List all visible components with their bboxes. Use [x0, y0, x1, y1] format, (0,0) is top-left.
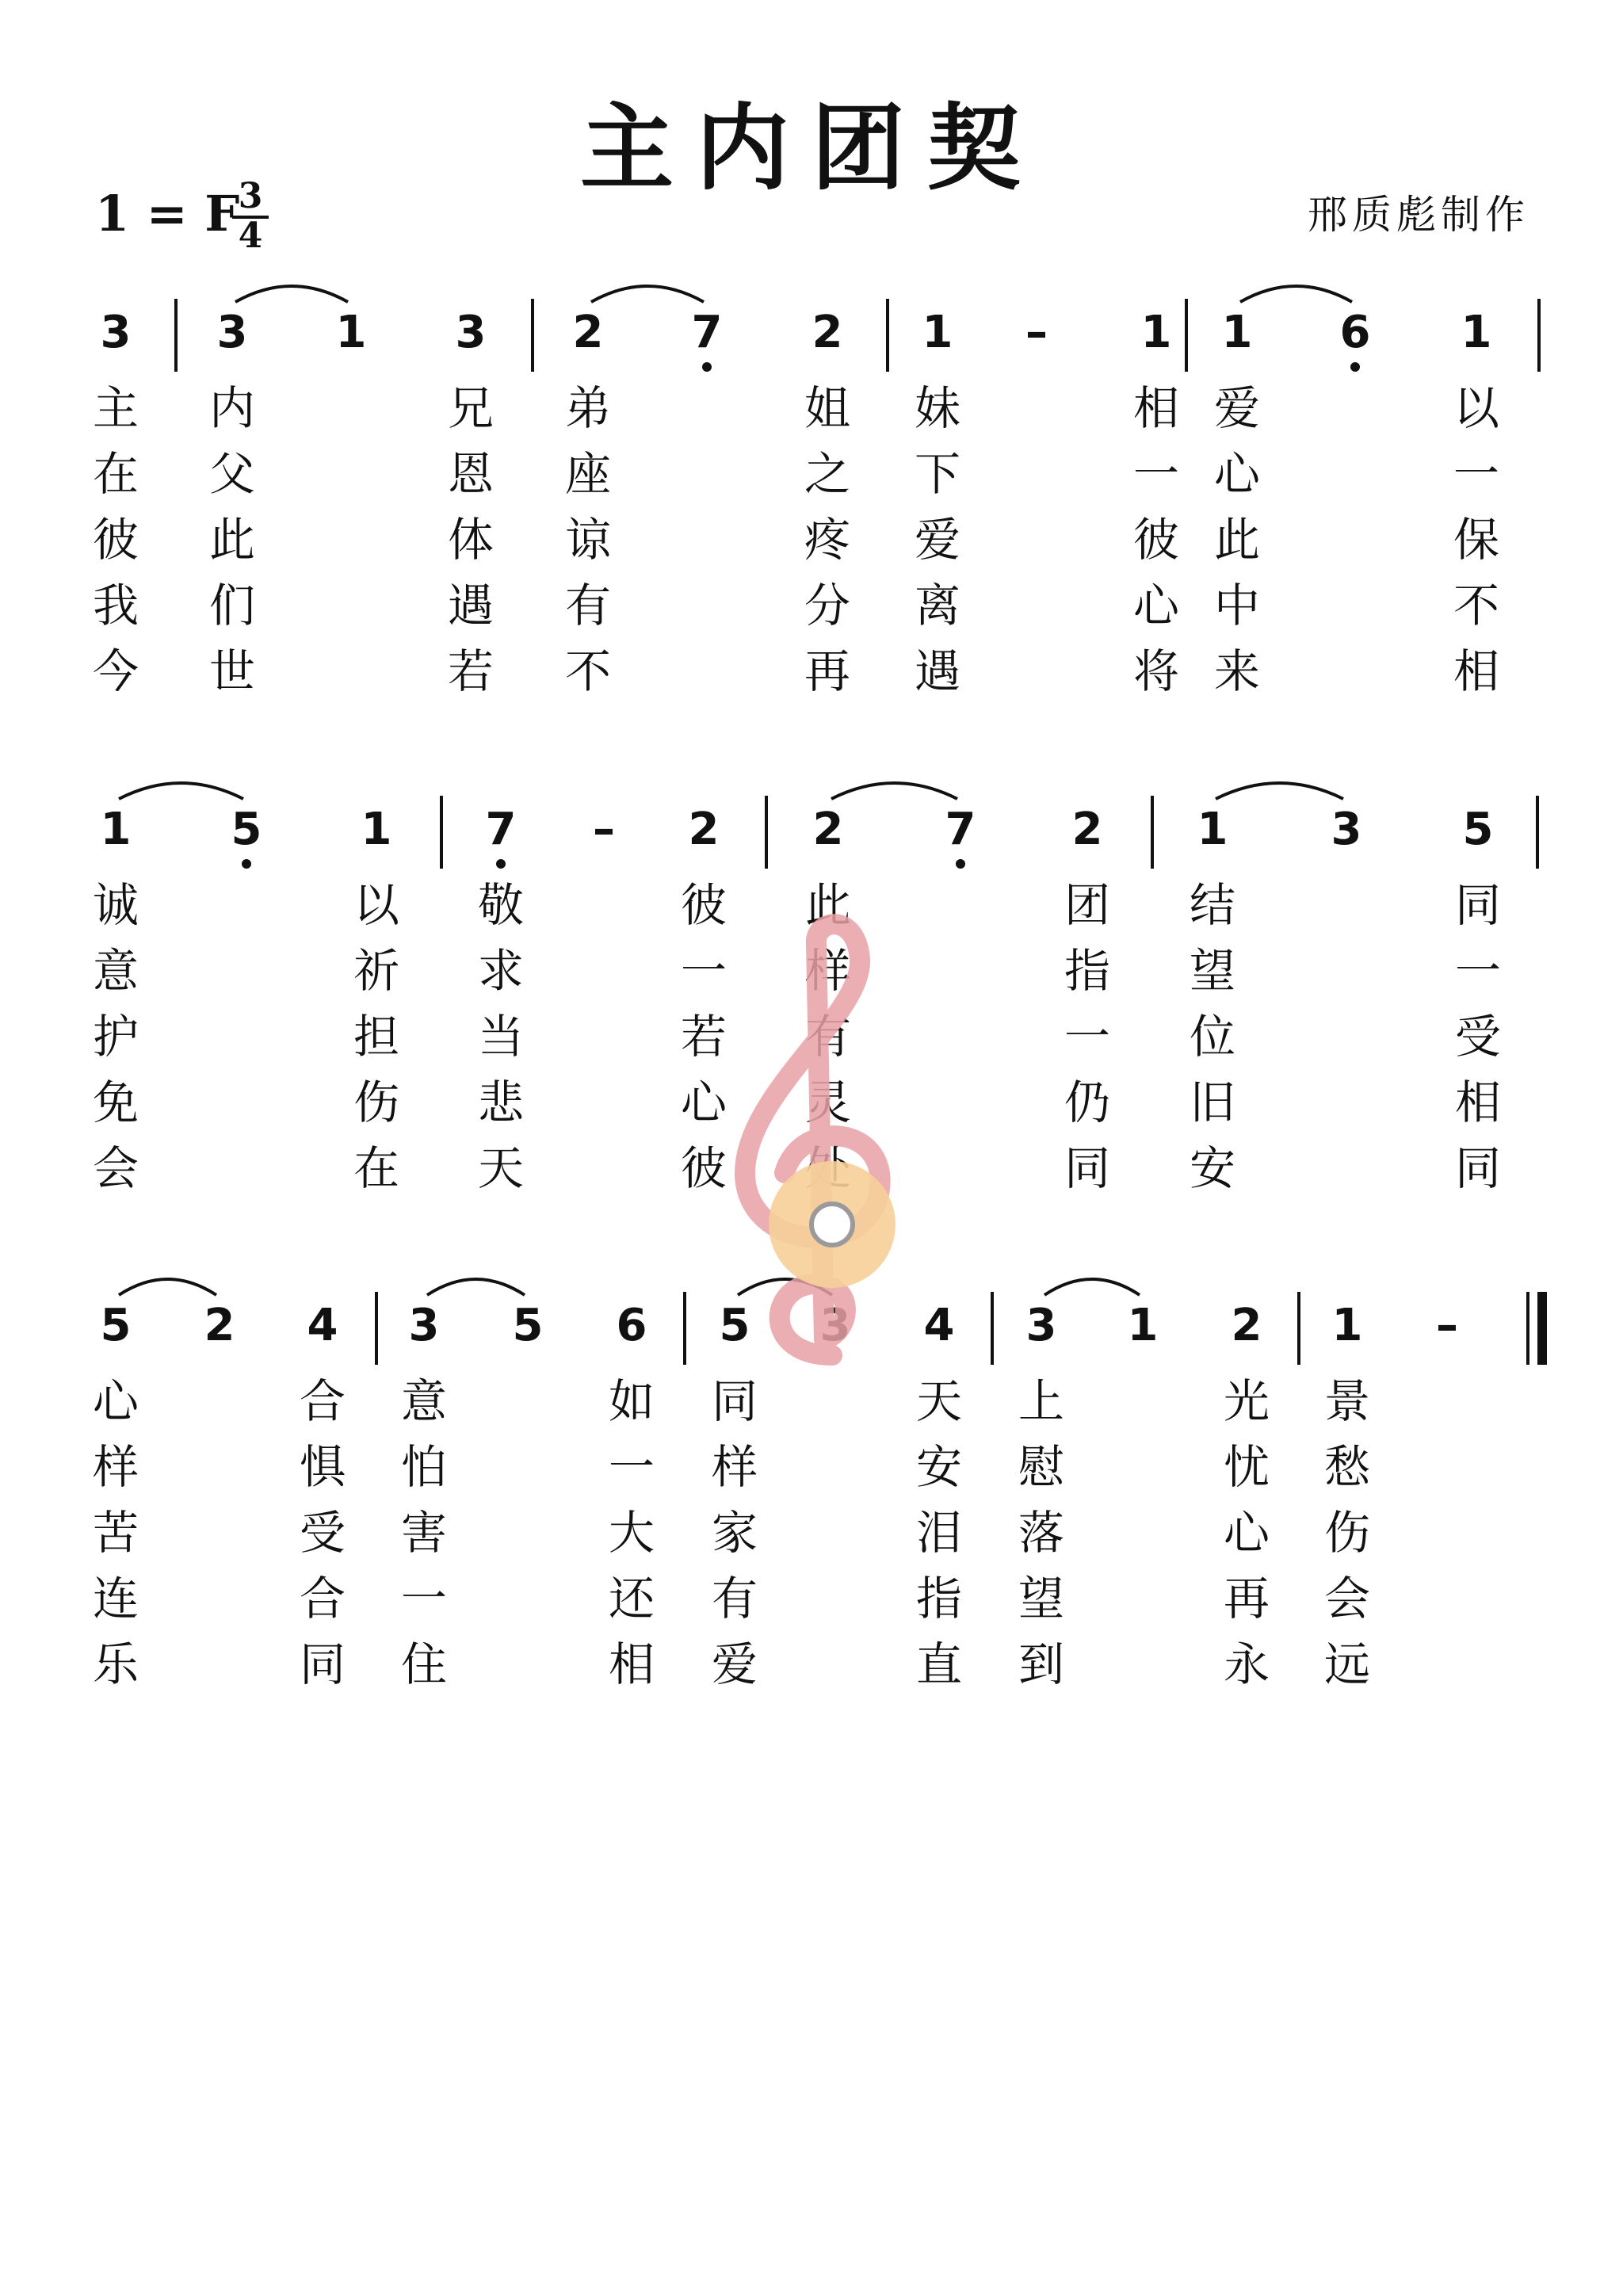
- song-title: 主内团契: [579, 93, 1043, 203]
- slur: [116, 1268, 220, 1300]
- note: 5: [512, 1300, 544, 1351]
- lyric-char: 指: [915, 1572, 962, 1626]
- lyric-char: 弟: [564, 381, 611, 435]
- lyric-char: 世: [208, 644, 255, 698]
- lyric-char: 受: [1454, 1010, 1501, 1064]
- note: 7: [921, 802, 1000, 858]
- note: 1: [100, 804, 132, 855]
- lyric-char: 受: [299, 1506, 346, 1560]
- note: 1: [1197, 804, 1228, 855]
- time-signature-denominator: 4: [238, 216, 263, 256]
- treble-clef-watermark: [713, 911, 919, 1387]
- lyric-char: 一: [1453, 447, 1499, 501]
- lyric-char: 害: [400, 1506, 447, 1560]
- note: 1: [922, 307, 953, 358]
- lyric-char: 恩: [447, 447, 494, 501]
- lyric-char: 一: [680, 944, 727, 998]
- lyric-char: 样: [804, 944, 851, 998]
- sustain-dash: –: [1025, 307, 1048, 358]
- lyric-char: 慰: [1018, 1440, 1064, 1494]
- note: 1: [335, 307, 367, 358]
- clef-stroke: [745, 924, 880, 1355]
- lyric-char: 同: [1454, 878, 1501, 932]
- lyric-char: 爱: [1213, 381, 1260, 435]
- lyric-char: 相: [608, 1637, 655, 1691]
- slur: [1237, 275, 1355, 307]
- arranger-credit: 邢质彪制作: [1308, 192, 1529, 238]
- lyric-char: 意: [92, 944, 139, 998]
- lyric-char: 景: [1323, 1374, 1370, 1428]
- slur: [588, 275, 707, 307]
- note: 7: [667, 305, 747, 361]
- lyric-char: 伤: [353, 1075, 399, 1129]
- lyric-char: 旧: [1189, 1075, 1235, 1129]
- lyric-char: 姐: [804, 381, 850, 435]
- final-bar-thin: [1526, 1292, 1529, 1365]
- lyric-char: 保: [1453, 513, 1499, 567]
- lyric-char: 合: [299, 1374, 346, 1428]
- disc-hole: [812, 1204, 853, 1245]
- lyric-char: 家: [711, 1506, 758, 1560]
- lyric-char: 位: [1189, 1010, 1235, 1064]
- lyric-char: 不: [1453, 579, 1499, 632]
- lyric-char: 主: [92, 381, 139, 435]
- slur: [828, 772, 960, 804]
- lyric-char: 心: [1223, 1506, 1270, 1560]
- lyric-char: 兄: [447, 381, 494, 435]
- lyric-char: 中: [1213, 579, 1260, 632]
- lyric-char: 疼: [804, 513, 850, 567]
- lyric-char: 安: [1189, 1141, 1235, 1195]
- lyric-char: 在: [92, 447, 139, 501]
- slur: [116, 772, 246, 804]
- lyric-char: 一: [1454, 944, 1501, 998]
- lyric-char: 彼: [1132, 513, 1179, 567]
- lyric-char: 一: [1132, 447, 1179, 501]
- lyric-char: 一: [1064, 1010, 1110, 1064]
- lyric-char: 同: [299, 1637, 346, 1691]
- lyric-char: 还: [608, 1572, 655, 1626]
- lower-octave-dot: [702, 362, 712, 372]
- note: 2: [812, 307, 843, 358]
- lyric-char: 彼: [680, 878, 727, 932]
- note: 1: [361, 804, 392, 855]
- note: 5: [719, 1300, 750, 1351]
- lyric-char: 将: [1132, 644, 1179, 698]
- lyric-char: 会: [92, 1141, 139, 1195]
- lyric-char: 担: [353, 1010, 399, 1064]
- bar-line: [765, 796, 768, 869]
- lyric-char: 今: [92, 644, 139, 698]
- lyric-char: 免: [92, 1075, 139, 1129]
- lyric-char: 苦: [92, 1506, 139, 1560]
- time-signature: [232, 176, 269, 256]
- bar-line: [531, 299, 534, 372]
- lyric-char: 此: [1213, 513, 1260, 567]
- lyric-char: 我: [92, 579, 139, 632]
- lyric-char: 一: [608, 1440, 655, 1494]
- lyric-char: 离: [914, 579, 960, 632]
- lyric-char: 连: [92, 1572, 139, 1626]
- bar-line: [375, 1292, 378, 1365]
- lyric-char: 上: [1018, 1374, 1064, 1428]
- note: 3: [1025, 1300, 1057, 1351]
- lyric-char: 此: [804, 878, 851, 932]
- lyric-char: 心: [1132, 579, 1179, 632]
- lyric-char: 父: [208, 447, 255, 501]
- lyric-char: 分: [804, 579, 850, 632]
- lyric-char: 光: [1223, 1374, 1270, 1428]
- lyric-char: 指: [1064, 944, 1110, 998]
- bar-line: [1537, 299, 1541, 372]
- lyric-char: 来: [1213, 644, 1260, 698]
- lyric-char: 直: [915, 1637, 962, 1691]
- lyric-char: 诚: [92, 878, 139, 932]
- lyric-char: 彼: [680, 1141, 727, 1195]
- note: 1: [1140, 307, 1172, 358]
- lyric-char: 到: [1018, 1637, 1064, 1691]
- bar-line: [1297, 1292, 1300, 1365]
- lyric-char: 妹: [914, 381, 960, 435]
- lyric-char: 心: [680, 1075, 727, 1129]
- lyric-char: 敬: [477, 878, 524, 932]
- lyric-char: 大: [608, 1506, 655, 1560]
- note: 7: [461, 802, 540, 858]
- lyric-char: 样: [711, 1440, 758, 1494]
- lyric-char: 样: [92, 1440, 139, 1494]
- lyric-char: 再: [804, 644, 850, 698]
- lyric-char: 在: [353, 1141, 399, 1195]
- note: 5: [207, 802, 286, 858]
- lyric-char: 灵: [804, 1075, 851, 1129]
- lyric-char: 相: [1132, 381, 1179, 435]
- lyric-char: 体: [447, 513, 494, 567]
- lyric-char: 之: [804, 447, 850, 501]
- lyric-char: 怕: [400, 1440, 447, 1494]
- note: 6: [1316, 305, 1395, 361]
- lyric-char: 仍: [1064, 1075, 1110, 1129]
- lyric-char: 再: [1223, 1572, 1270, 1626]
- lyric-char: 求: [477, 944, 524, 998]
- lower-octave-dot: [1350, 362, 1360, 372]
- lyric-char: 相: [1454, 1075, 1501, 1129]
- lyric-char: 望: [1189, 944, 1235, 998]
- note: 3: [819, 1300, 851, 1351]
- key-signature: 1 = F: [95, 185, 240, 243]
- lyric-char: 远: [1323, 1637, 1370, 1691]
- note: 3: [455, 307, 487, 358]
- lyric-char: 团: [1064, 878, 1110, 932]
- lyric-char: 此: [208, 513, 255, 567]
- bar-line: [683, 1292, 686, 1365]
- bar-line: [886, 299, 889, 372]
- note: 2: [572, 307, 604, 358]
- note: 2: [1071, 804, 1103, 855]
- lyric-char: 下: [914, 447, 960, 501]
- lyric-char: 忧: [1223, 1440, 1270, 1494]
- lyric-char: 不: [564, 644, 611, 698]
- lyric-char: 若: [447, 644, 494, 698]
- lyric-char: 座: [564, 447, 611, 501]
- lyric-char: 悲: [477, 1075, 524, 1129]
- lyric-char: 一: [400, 1572, 447, 1626]
- lyric-char: 落: [1018, 1506, 1064, 1560]
- note: 2: [204, 1300, 235, 1351]
- time-signature-numerator: 3: [232, 179, 269, 219]
- note: 3: [1331, 804, 1362, 855]
- lyric-char: 以: [1453, 381, 1499, 435]
- lower-octave-dot: [496, 859, 506, 869]
- note: 2: [688, 804, 720, 855]
- note: 5: [1462, 804, 1494, 855]
- note: 1: [1127, 1300, 1159, 1351]
- lyric-char: 谅: [564, 513, 611, 567]
- lyric-char: 有: [711, 1572, 758, 1626]
- lyric-char: 泪: [915, 1506, 962, 1560]
- lyric-char: 望: [1018, 1572, 1064, 1626]
- lyric-char: 当: [477, 1010, 524, 1064]
- lyric-char: 同: [1454, 1141, 1501, 1195]
- bar-line: [1536, 796, 1539, 869]
- note: 4: [923, 1300, 955, 1351]
- slur: [1041, 1268, 1143, 1300]
- sustain-dash: –: [593, 804, 615, 855]
- slur: [424, 1268, 528, 1300]
- note: 4: [307, 1300, 338, 1351]
- lyric-char: 永: [1223, 1637, 1270, 1691]
- lyric-char: 合: [299, 1572, 346, 1626]
- lyric-char: 们: [208, 579, 255, 632]
- lyric-char: 天: [477, 1141, 524, 1195]
- bar-line: [440, 796, 443, 869]
- note: 6: [616, 1300, 647, 1351]
- lyric-char: 相: [1453, 644, 1499, 698]
- lyric-char: 安: [915, 1440, 962, 1494]
- lyric-char: 爱: [711, 1637, 758, 1691]
- lyric-char: 护: [92, 1010, 139, 1064]
- note: 3: [100, 307, 132, 358]
- note: 3: [216, 307, 248, 358]
- lyric-char: 伤: [1323, 1506, 1370, 1560]
- lyric-char: 同: [1064, 1141, 1110, 1195]
- lyric-char: 会: [1323, 1572, 1370, 1626]
- slur: [1212, 772, 1346, 804]
- lyric-char: 心: [92, 1374, 139, 1428]
- note: 1: [1331, 1300, 1363, 1351]
- note: 1: [1221, 307, 1253, 358]
- lyric-char: 祈: [353, 944, 399, 998]
- lyric-char: 彼: [92, 513, 139, 567]
- lyric-char: 内: [208, 381, 255, 435]
- sustain-dash: –: [1436, 1300, 1458, 1351]
- slur: [232, 275, 351, 307]
- lyric-char: 住: [400, 1637, 447, 1691]
- note: 5: [100, 1300, 132, 1351]
- note: 1: [1461, 307, 1492, 358]
- lyric-char: 意: [400, 1374, 447, 1428]
- note: 2: [812, 804, 844, 855]
- lyric-char: 如: [608, 1374, 655, 1428]
- lyric-char: 若: [680, 1010, 727, 1064]
- lyric-char: 心: [1213, 447, 1260, 501]
- lyric-char: 结: [1189, 878, 1235, 932]
- lyric-char: 惧: [299, 1440, 346, 1494]
- lower-octave-dot: [242, 859, 251, 869]
- lyric-char: 有: [804, 1010, 851, 1064]
- lyric-char: 乐: [92, 1637, 139, 1691]
- bar-line: [1185, 299, 1188, 372]
- lower-octave-dot: [956, 859, 965, 869]
- lyric-char: 同: [711, 1374, 758, 1428]
- lyric-char: 以: [353, 878, 399, 932]
- bar-line: [991, 1292, 994, 1365]
- note: 2: [1231, 1300, 1262, 1351]
- final-bar-thick: [1537, 1292, 1547, 1365]
- lyric-char: 天: [915, 1374, 962, 1428]
- lyric-char: 爱: [914, 513, 960, 567]
- bar-line: [1151, 796, 1154, 869]
- lyric-char: 愁: [1323, 1440, 1370, 1494]
- lyric-char: 有: [564, 579, 611, 632]
- lyric-char: 遇: [914, 644, 960, 698]
- bar-line: [174, 299, 178, 372]
- note: 3: [408, 1300, 440, 1351]
- lyric-char: 遇: [447, 579, 494, 632]
